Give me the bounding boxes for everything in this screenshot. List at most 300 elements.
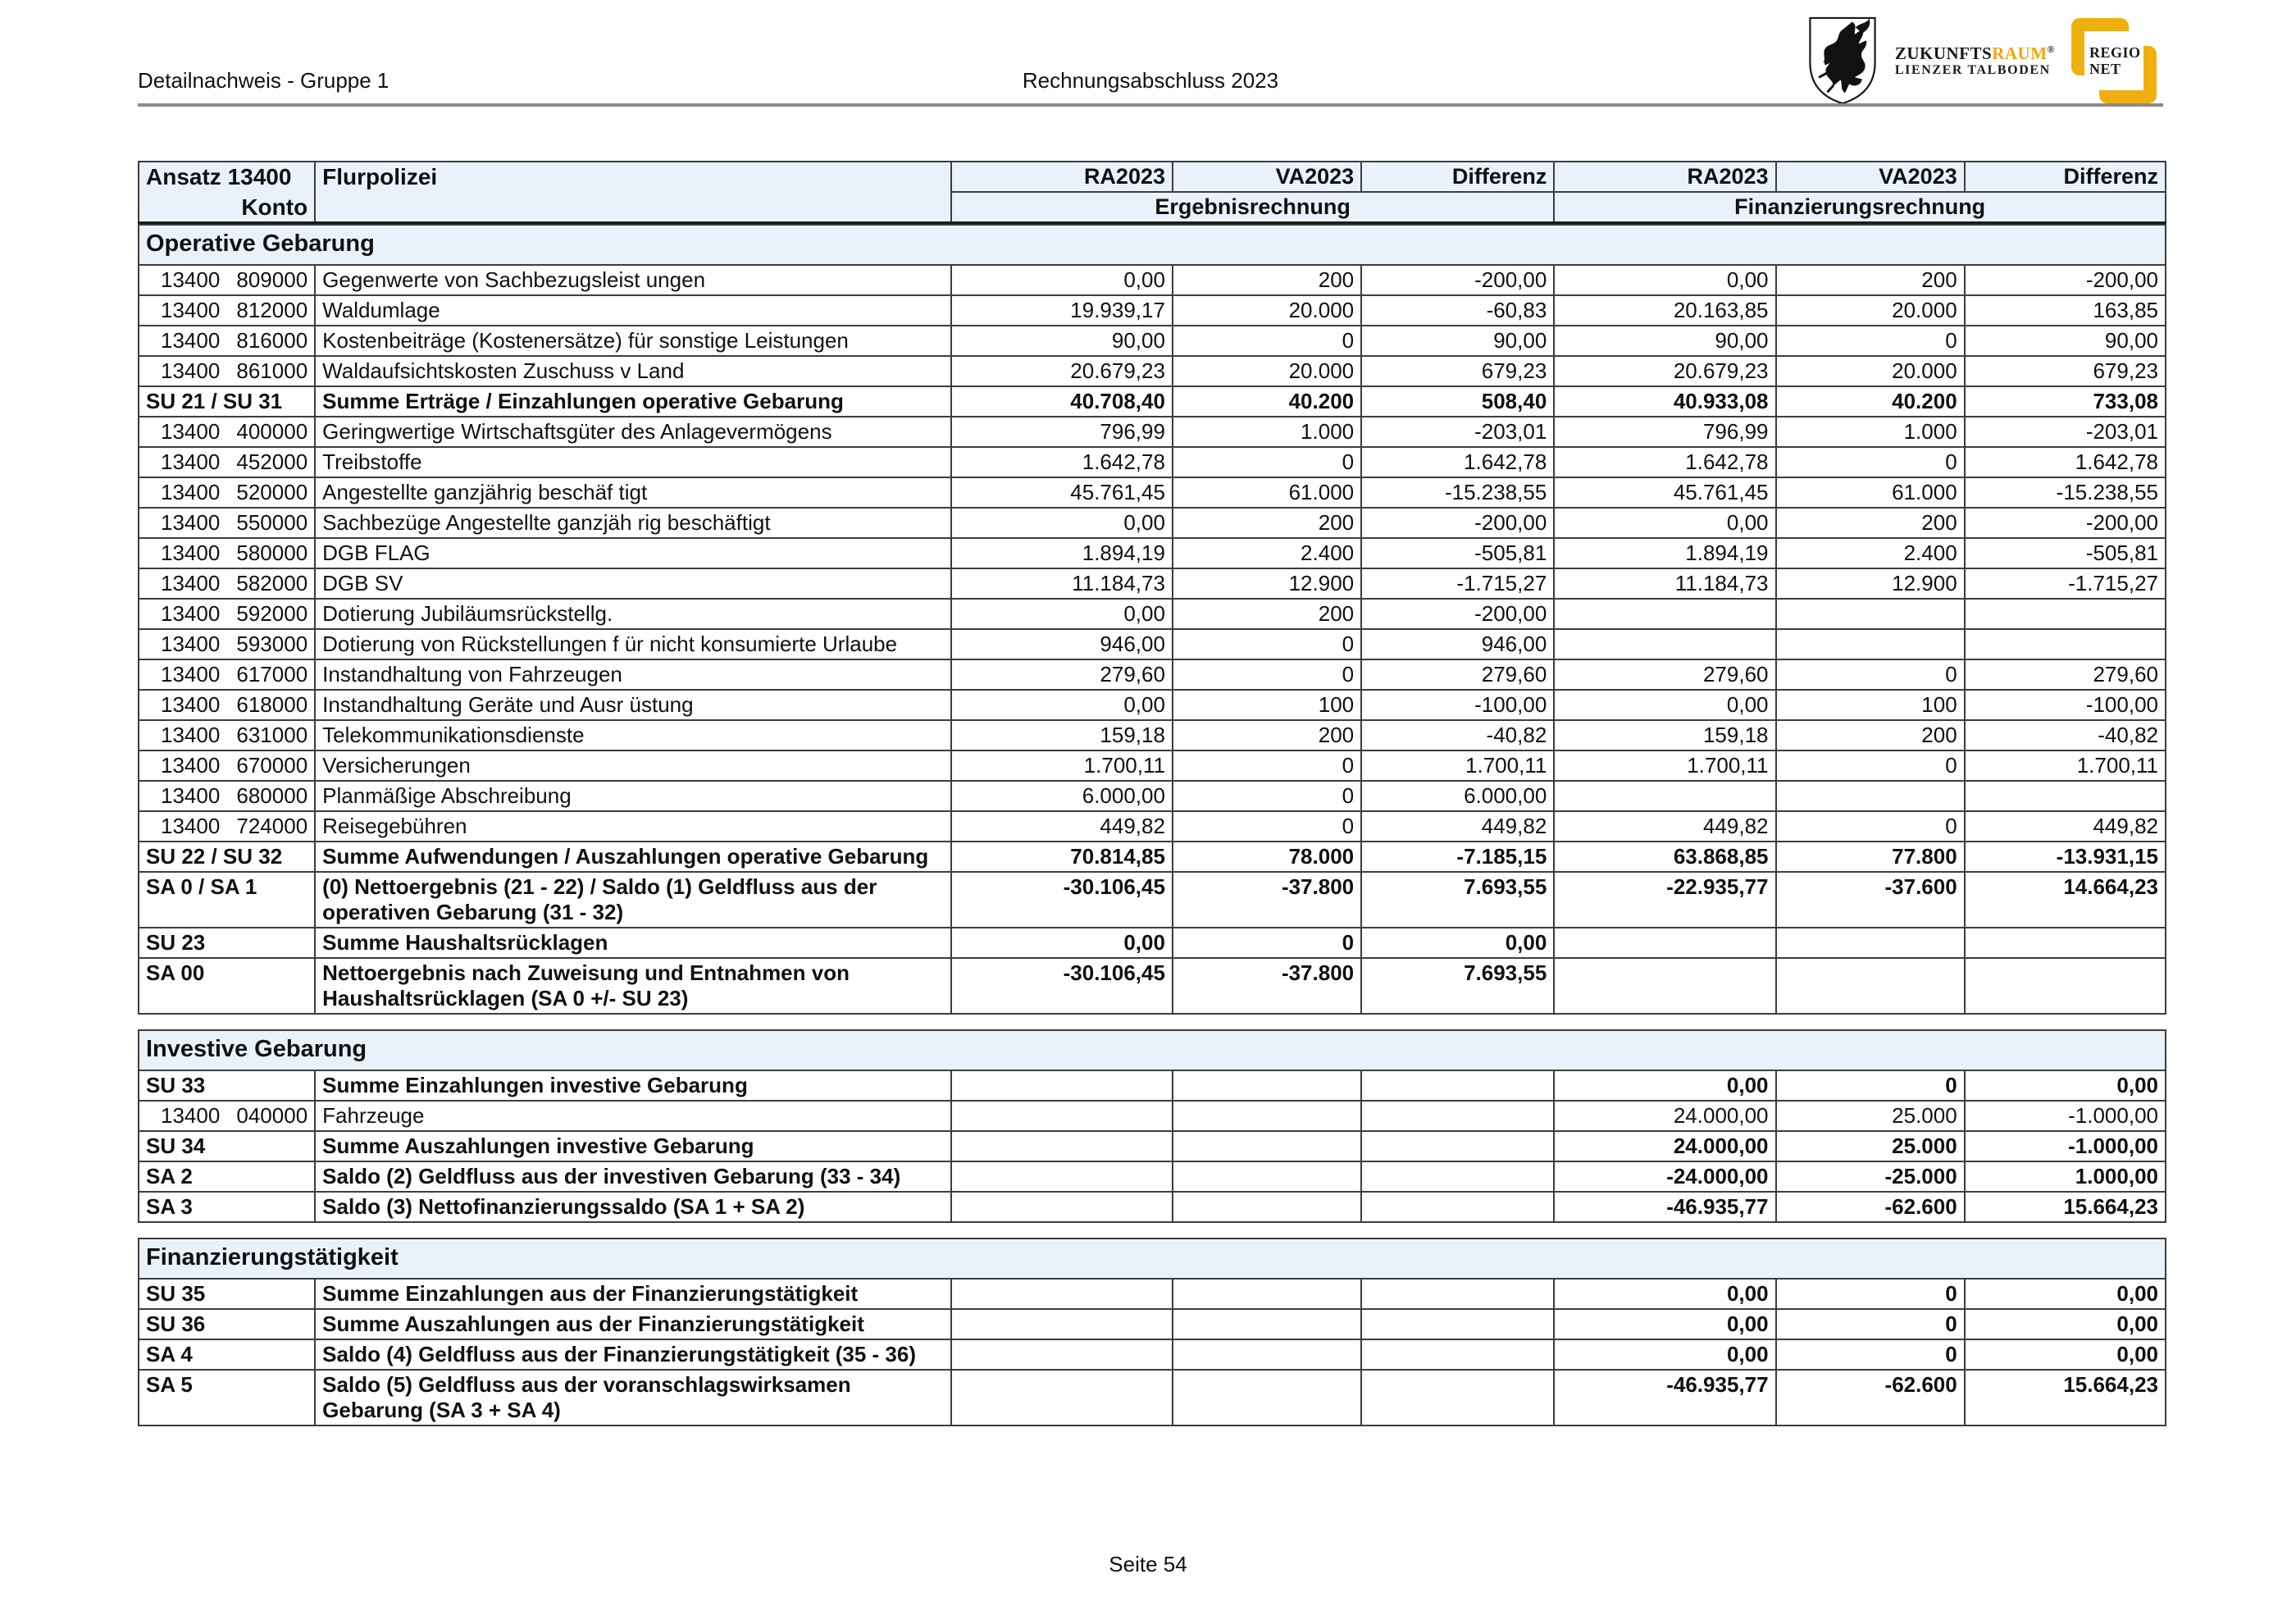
table-header xyxy=(138,161,2166,224)
cell-value xyxy=(1173,1339,1361,1370)
cell-value: 12.900 xyxy=(1173,568,1361,599)
cell-value: 163,85 xyxy=(1965,295,2166,326)
page-number: Seite 54 xyxy=(1109,1552,1187,1576)
zukunftsraum-wordmark: ZUKUNFTSRAUM® xyxy=(1894,43,2055,63)
ansatz-number: 13400 xyxy=(161,814,221,838)
cell-value xyxy=(951,1309,1173,1339)
cell-value xyxy=(1173,1309,1361,1339)
cell-value: -505,81 xyxy=(1965,538,2166,568)
konto-number: 400000 xyxy=(236,419,308,444)
cell-value: 1.642,78 xyxy=(1554,447,1775,477)
section-header-row xyxy=(139,225,2166,265)
cell-value xyxy=(1361,1309,1554,1339)
cell-label: Saldo (4) Geldfluss aus der Finanzierungstätigkeit (35 - 36) xyxy=(315,1339,951,1370)
cell-value: 279,60 xyxy=(951,659,1173,690)
cell-value: 0 xyxy=(1776,1339,1965,1370)
cell-value xyxy=(1776,928,1965,958)
cell-value: 0,00 xyxy=(1554,1339,1775,1370)
cell-value xyxy=(951,1370,1173,1426)
cell-code: SU 36 xyxy=(139,1309,315,1339)
cell-value: -37.800 xyxy=(1173,872,1361,928)
cell-code xyxy=(139,508,315,538)
cell-value: 14.664,23 xyxy=(1965,872,2166,928)
table-row xyxy=(139,1309,2166,1339)
table-row xyxy=(139,295,2166,326)
header-col-va2023-fin: VA2023 xyxy=(1776,162,1965,192)
cell-value xyxy=(1173,1070,1361,1101)
cell-value: 449,82 xyxy=(1554,811,1775,842)
cell-value: 0 xyxy=(1776,1070,1965,1101)
cell-label: Versicherungen xyxy=(315,750,951,781)
cell-code: SA 4 xyxy=(139,1339,315,1370)
header-col-differenz-fin: Differenz xyxy=(1965,162,2166,192)
cell-value: 100 xyxy=(1776,690,1965,720)
cell-code: SA 2 xyxy=(139,1161,315,1192)
cell-value: 90,00 xyxy=(951,326,1173,356)
cell-value: -30.106,45 xyxy=(951,872,1173,928)
ansatz-number: 13400 xyxy=(161,510,221,535)
cell-value xyxy=(1554,629,1775,659)
cell-value: 0 xyxy=(1776,750,1965,781)
table-row xyxy=(139,538,2166,568)
cell-value: 2.400 xyxy=(1173,538,1361,568)
cell-code xyxy=(139,417,315,447)
cell-value: 0,00 xyxy=(1554,508,1775,538)
cell-value: -200,00 xyxy=(1965,265,2166,295)
cell-label: DGB SV xyxy=(315,568,951,599)
cell-code: SA 3 xyxy=(139,1192,315,1222)
cell-code xyxy=(139,811,315,842)
cell-label: Dotierung Jubiläumsrückstellg. xyxy=(315,599,951,629)
ansatz-number: 13400 xyxy=(161,783,221,808)
cell-value: 61.000 xyxy=(1776,477,1965,508)
cell-value xyxy=(951,1131,1173,1161)
cell-label: Sachbezüge Angestellte ganzjäh rig beschäftigt xyxy=(315,508,951,538)
table-row xyxy=(139,417,2166,447)
cell-code xyxy=(139,599,315,629)
financial-table xyxy=(138,161,2166,1426)
cell-value: 0,00 xyxy=(1361,928,1554,958)
cell-value: 0,00 xyxy=(1965,1339,2166,1370)
table-row xyxy=(139,1161,2166,1192)
cell-value: -200,00 xyxy=(1361,265,1554,295)
header-group-ergebnisrechnung: Ergebnisrechnung xyxy=(951,192,1555,223)
cell-value: 15.664,23 xyxy=(1965,1370,2166,1426)
cell-value: 1.700,11 xyxy=(1361,750,1554,781)
cell-value: 20.000 xyxy=(1173,295,1361,326)
cell-value: 0 xyxy=(1173,750,1361,781)
cell-label: Waldumlage xyxy=(315,295,951,326)
cell-code: SU 35 xyxy=(139,1279,315,1309)
cell-value: 449,82 xyxy=(1965,811,2166,842)
cell-value: 449,82 xyxy=(1361,811,1554,842)
cell-value: 63.868,85 xyxy=(1554,842,1775,872)
cell-value: 6.000,00 xyxy=(951,781,1173,811)
cell-code: SU 34 xyxy=(139,1131,315,1161)
cell-value xyxy=(1776,599,1965,629)
cell-value: 679,23 xyxy=(1361,356,1554,386)
cell-value xyxy=(1776,629,1965,659)
cell-value: 0 xyxy=(1776,1279,1965,1309)
cell-value: -46.935,77 xyxy=(1554,1192,1775,1222)
cell-value: 20.000 xyxy=(1173,356,1361,386)
cell-value: 279,60 xyxy=(1361,659,1554,690)
cell-code xyxy=(139,659,315,690)
cell-value: 0,00 xyxy=(1965,1070,2166,1101)
coat-of-arms-icon xyxy=(1806,16,1879,106)
cell-value: 11.184,73 xyxy=(951,568,1173,599)
cell-value xyxy=(1361,1131,1554,1161)
header-col-differenz-erg: Differenz xyxy=(1361,162,1554,192)
cell-value: 449,82 xyxy=(951,811,1173,842)
cell-value: -62.600 xyxy=(1776,1370,1965,1426)
cell-code xyxy=(139,326,315,356)
cell-value: -24.000,00 xyxy=(1554,1161,1775,1192)
table-row xyxy=(139,872,2166,928)
ansatz-number: 13400 xyxy=(161,632,221,656)
konto-number: 592000 xyxy=(236,601,308,626)
cell-value: 946,00 xyxy=(1361,629,1554,659)
ansatz-number: 13400 xyxy=(161,480,221,504)
cell-value xyxy=(1173,1370,1361,1426)
cell-value: 0 xyxy=(1173,629,1361,659)
cell-value xyxy=(1965,781,2166,811)
cell-value: 1.000,00 xyxy=(1965,1161,2166,1192)
ansatz-number: 13400 xyxy=(161,723,221,747)
table-row xyxy=(139,265,2166,295)
cell-value: 20.000 xyxy=(1776,356,1965,386)
cell-value: -37.600 xyxy=(1776,872,1965,928)
cell-value: 0,00 xyxy=(951,265,1173,295)
cell-value: 78.000 xyxy=(1173,842,1361,872)
table-row xyxy=(139,958,2166,1014)
section-title: Operative Gebarung xyxy=(139,225,2166,265)
ansatz-number: 13400 xyxy=(161,298,221,322)
cell-value: 0,00 xyxy=(1554,1309,1775,1339)
konto-number: 040000 xyxy=(236,1103,308,1128)
cell-value: 90,00 xyxy=(1965,326,2166,356)
cell-code xyxy=(139,295,315,326)
cell-label: Instandhaltung von Fahrzeugen xyxy=(315,659,951,690)
section-table xyxy=(138,1029,2166,1223)
cell-label: DGB FLAG xyxy=(315,538,951,568)
cell-value: -203,01 xyxy=(1361,417,1554,447)
cell-value: 77.800 xyxy=(1776,842,1965,872)
cell-label: Summe Einzahlungen investive Gebarung xyxy=(315,1070,951,1101)
table-row xyxy=(139,1339,2166,1370)
cell-value: 2.400 xyxy=(1776,538,1965,568)
cell-value: 0,00 xyxy=(951,508,1173,538)
section-header-row xyxy=(139,1239,2166,1279)
konto-number: 593000 xyxy=(236,632,308,656)
table-row xyxy=(139,508,2166,538)
cell-value: 796,99 xyxy=(951,417,1173,447)
cell-value: 7.693,55 xyxy=(1361,958,1554,1014)
table-row xyxy=(139,1070,2166,1101)
cell-value: 40.708,40 xyxy=(951,386,1173,417)
cell-value xyxy=(951,1070,1173,1101)
cell-value xyxy=(1361,1192,1554,1222)
cell-value: 40.200 xyxy=(1776,386,1965,417)
cell-value: -100,00 xyxy=(1361,690,1554,720)
cell-label: Kostenbeiträge (Kostenersätze) für sonstige Leistungen xyxy=(315,326,951,356)
cell-label: Dotierung von Rückstellungen f ür nicht konsumierte Urlaube xyxy=(315,629,951,659)
ansatz-number: 13400 xyxy=(161,1103,221,1128)
cell-value: -203,01 xyxy=(1965,417,2166,447)
cell-value: 0 xyxy=(1173,447,1361,477)
cell-value: 61.000 xyxy=(1173,477,1361,508)
cell-value: 679,23 xyxy=(1965,356,2166,386)
cell-label: Saldo (2) Geldfluss aus der investiven Gebarung (33 - 34) xyxy=(315,1161,951,1192)
cell-value: 1.642,78 xyxy=(1361,447,1554,477)
ansatz-number: 13400 xyxy=(161,449,221,474)
cell-value: 7.693,55 xyxy=(1361,872,1554,928)
cell-value: 40.200 xyxy=(1173,386,1361,417)
cell-value: 279,60 xyxy=(1965,659,2166,690)
cell-value xyxy=(1965,928,2166,958)
cell-label: Summe Auszahlungen investive Gebarung xyxy=(315,1131,951,1161)
cell-value xyxy=(951,1279,1173,1309)
table-row xyxy=(139,1131,2166,1161)
table-row xyxy=(139,781,2166,811)
table-row xyxy=(139,1370,2166,1426)
cell-value: 159,18 xyxy=(1554,720,1775,750)
cell-value: 6.000,00 xyxy=(1361,781,1554,811)
table-row xyxy=(139,1192,2166,1222)
cell-value xyxy=(1361,1101,1554,1131)
table-row xyxy=(139,720,2166,750)
cell-label: Summe Erträge / Einzahlungen operative Gebarung xyxy=(315,386,951,417)
cell-value xyxy=(1554,599,1775,629)
cell-value xyxy=(1361,1339,1554,1370)
header-col-ra2023-erg: RA2023 xyxy=(951,162,1173,192)
konto-number: 631000 xyxy=(236,723,308,747)
cell-value: 1.642,78 xyxy=(1965,447,2166,477)
konto-number: 670000 xyxy=(236,753,308,778)
cell-value: 508,40 xyxy=(1361,386,1554,417)
ansatz-number: 13400 xyxy=(161,692,221,717)
section-table xyxy=(138,1238,2166,1426)
table-row xyxy=(139,811,2166,842)
cell-value xyxy=(1965,629,2166,659)
cell-value: 200 xyxy=(1173,508,1361,538)
cell-value: 1.642,78 xyxy=(951,447,1173,477)
cell-value xyxy=(1965,958,2166,1014)
table-sections xyxy=(138,224,2166,1426)
cell-value xyxy=(1361,1070,1554,1101)
konto-number: 724000 xyxy=(236,814,308,838)
cell-label: Fahrzeuge xyxy=(315,1101,951,1131)
cell-code: SU 33 xyxy=(139,1070,315,1101)
konto-number: 550000 xyxy=(236,510,308,535)
table-row xyxy=(139,568,2166,599)
cell-value: 0 xyxy=(1173,326,1361,356)
cell-value xyxy=(1361,1161,1554,1192)
section-title: Finanzierungstätigkeit xyxy=(139,1239,2166,1279)
cell-value xyxy=(951,1339,1173,1370)
table-row xyxy=(139,386,2166,417)
cell-code xyxy=(139,781,315,811)
cell-value xyxy=(1173,1279,1361,1309)
cell-value: 796,99 xyxy=(1554,417,1775,447)
cell-code: SU 21 / SU 31 xyxy=(139,386,315,417)
cell-code xyxy=(139,568,315,599)
section-title: Investive Gebarung xyxy=(139,1030,2166,1070)
cell-code: SU 22 / SU 32 xyxy=(139,842,315,872)
cell-value: 12.900 xyxy=(1776,568,1965,599)
cell-label: Saldo (3) Nettofinanzierungssaldo (SA 1 + SA 2) xyxy=(315,1192,951,1222)
cell-value: 1.894,19 xyxy=(1554,538,1775,568)
ansatz-number: 13400 xyxy=(161,267,221,292)
cell-label: (0) Nettoergebnis (21 - 22) / Saldo (1) Geldfluss aus der operativen Gebarung (31 - 32) xyxy=(315,872,951,928)
cell-label: Nettoergebnis nach Zuweisung und Entnahmen von Haushaltsrücklagen (SA 0 +/- SU 23) xyxy=(315,958,951,1014)
cell-value: 0,00 xyxy=(1554,1070,1775,1101)
cell-value: 159,18 xyxy=(951,720,1173,750)
cell-value xyxy=(951,1192,1173,1222)
cell-label: Telekommunikationsdienste xyxy=(315,720,951,750)
cell-code xyxy=(139,477,315,508)
cell-value xyxy=(1554,781,1775,811)
cell-value: 0,00 xyxy=(951,690,1173,720)
header-col-ra2023-fin: RA2023 xyxy=(1554,162,1775,192)
ansatz-number: 13400 xyxy=(161,601,221,626)
header-ansatz-konto: Ansatz 13400 Konto xyxy=(139,162,315,223)
cell-value: 0 xyxy=(1173,781,1361,811)
cell-value: 20.679,23 xyxy=(951,356,1173,386)
cell-value: 90,00 xyxy=(1554,326,1775,356)
cell-value: -505,81 xyxy=(1361,538,1554,568)
konto-number: 812000 xyxy=(236,298,308,322)
document-title: Detailnachweis - Gruppe 1 xyxy=(138,68,390,93)
cell-value: 45.761,45 xyxy=(951,477,1173,508)
cell-value: -22.935,77 xyxy=(1554,872,1775,928)
cell-label: Geringwertige Wirtschaftsgüter des Anlagevermögens xyxy=(315,417,951,447)
cell-value: 0,00 xyxy=(1965,1309,2166,1339)
konto-number: 617000 xyxy=(236,662,308,687)
cell-code xyxy=(139,629,315,659)
konto-number: 520000 xyxy=(236,480,308,504)
table-row xyxy=(139,629,2166,659)
report-title: Rechnungsabschluss 2023 xyxy=(1022,68,1279,93)
cell-value: 1.894,19 xyxy=(951,538,1173,568)
konto-number: 580000 xyxy=(236,541,308,565)
cell-value: 0 xyxy=(1173,811,1361,842)
cell-value: -40,82 xyxy=(1965,720,2166,750)
cell-value: 0 xyxy=(1776,811,1965,842)
cell-value: 200 xyxy=(1776,508,1965,538)
cell-value: -25.000 xyxy=(1776,1161,1965,1192)
cell-value: 0 xyxy=(1776,659,1965,690)
cell-value: -1.715,27 xyxy=(1965,568,2166,599)
table-row xyxy=(139,1101,2166,1131)
cell-value: 40.933,08 xyxy=(1554,386,1775,417)
ansatz-number: 13400 xyxy=(161,358,221,383)
regionet-logo-icon xyxy=(2071,18,2157,103)
cell-value: -200,00 xyxy=(1361,599,1554,629)
cell-label: Instandhaltung Geräte und Ausr üstung xyxy=(315,690,951,720)
cell-value: -15.238,55 xyxy=(1965,477,2166,508)
cell-value: 1.700,11 xyxy=(1965,750,2166,781)
cell-code: SU 23 xyxy=(139,928,315,958)
cell-value: 15.664,23 xyxy=(1965,1192,2166,1222)
cell-value: 0 xyxy=(1776,326,1965,356)
cell-code xyxy=(139,265,315,295)
cell-label: Summe Aufwendungen / Auszahlungen operative Gebarung xyxy=(315,842,951,872)
cell-value xyxy=(951,1161,1173,1192)
cell-value: 200 xyxy=(1173,265,1361,295)
konto-number: 680000 xyxy=(236,783,308,808)
konto-number: 816000 xyxy=(236,328,308,353)
cell-value: 0,00 xyxy=(1554,1279,1775,1309)
cell-value: -7.185,15 xyxy=(1361,842,1554,872)
ansatz-number: 13400 xyxy=(161,419,221,444)
konto-number: 452000 xyxy=(236,449,308,474)
cell-value xyxy=(1173,1161,1361,1192)
cell-value: 0,00 xyxy=(951,928,1173,958)
cell-value: -62.600 xyxy=(1776,1192,1965,1222)
table-row xyxy=(139,599,2166,629)
cell-value xyxy=(1361,1370,1554,1426)
cell-value: -30.106,45 xyxy=(951,958,1173,1014)
cell-value: 0 xyxy=(1776,447,1965,477)
cell-value xyxy=(1361,1279,1554,1309)
table-row xyxy=(139,356,2166,386)
cell-value: 20.000 xyxy=(1776,295,1965,326)
cell-value: 20.679,23 xyxy=(1554,356,1775,386)
table-row xyxy=(139,326,2166,356)
cell-value: -200,00 xyxy=(1361,508,1554,538)
ansatz-number: 13400 xyxy=(161,753,221,778)
konto-number: 861000 xyxy=(236,358,308,383)
cell-value: 24.000,00 xyxy=(1554,1131,1775,1161)
cell-label: Summe Auszahlungen aus der Finanzierungstätigkeit xyxy=(315,1309,951,1339)
cell-label: Saldo (5) Geldfluss aus der voranschlagswirksamen Gebarung (SA 3 + SA 4) xyxy=(315,1370,951,1426)
header-group-finanzierungsrechnung: Finanzierungsrechnung xyxy=(1554,192,2166,223)
cell-value: 0,00 xyxy=(1554,265,1775,295)
cell-value: -15.238,55 xyxy=(1361,477,1554,508)
cell-label: Gegenwerte von Sachbezugsleist ungen xyxy=(315,265,951,295)
logo-group xyxy=(1806,15,2157,107)
cell-value: 733,08 xyxy=(1965,386,2166,417)
cell-value xyxy=(1173,1101,1361,1131)
table-row xyxy=(139,477,2166,508)
cell-code xyxy=(139,356,315,386)
section-header-row xyxy=(139,1030,2166,1070)
cell-value xyxy=(1965,599,2166,629)
cell-value: 0 xyxy=(1173,928,1361,958)
cell-value: 200 xyxy=(1776,720,1965,750)
ansatz-number: 13400 xyxy=(161,662,221,687)
zukunftsraum-subline: LIENZER TALBODEN xyxy=(1894,62,2051,77)
cell-value xyxy=(1173,1192,1361,1222)
cell-code xyxy=(139,690,315,720)
cell-value: 200 xyxy=(1776,265,1965,295)
cell-label: Angestellte ganzjährig beschäf tigt xyxy=(315,477,951,508)
table-row xyxy=(139,842,2166,872)
cell-value: -100,00 xyxy=(1965,690,2166,720)
cell-code xyxy=(139,750,315,781)
cell-value: 1.000 xyxy=(1173,417,1361,447)
cell-label: Planmäßige Abschreibung xyxy=(315,781,951,811)
cell-value: -13.931,15 xyxy=(1965,842,2166,872)
cell-code xyxy=(139,538,315,568)
cell-value xyxy=(1776,958,1965,1014)
table-row xyxy=(139,659,2166,690)
cell-value: 0,00 xyxy=(1554,690,1775,720)
konto-number: 582000 xyxy=(236,571,308,595)
cell-code xyxy=(139,447,315,477)
cell-value xyxy=(1776,781,1965,811)
